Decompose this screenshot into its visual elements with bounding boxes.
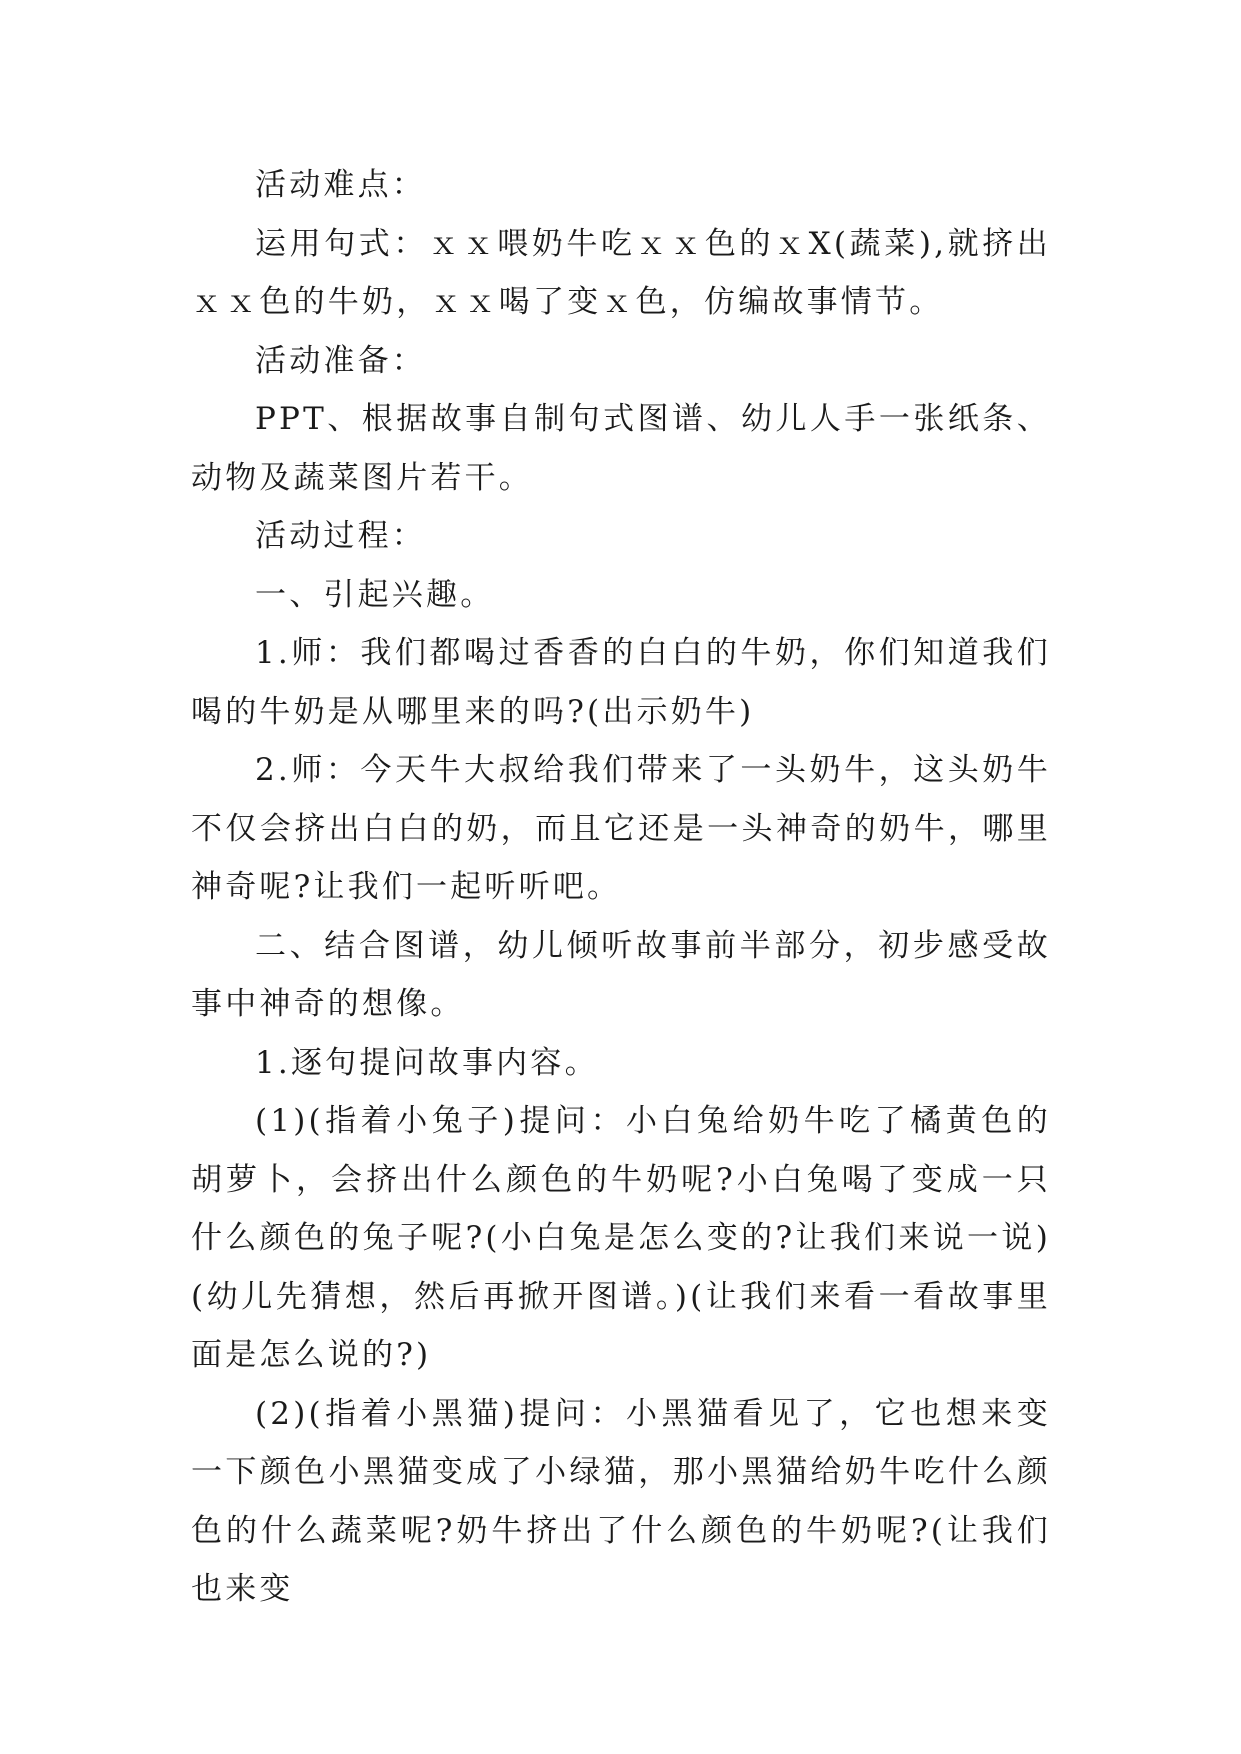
section-heading-interest: 一、引起兴趣。 bbox=[255, 576, 495, 613]
paragraph-materials: PPT、根据故事自制句式图谱、幼儿人手一张纸条、动物及蔬菜图片若干。 bbox=[191, 401, 1051, 496]
heading-preparation: 活动准备： bbox=[255, 342, 426, 379]
heading-difficulty: 活动难点： bbox=[255, 167, 426, 203]
paragraph-step-1: 1.师：我们都喝过香香的白白的牛奶，你们知道我们喝的牛奶是从哪里来的吗?(出示奶牛) bbox=[191, 635, 1051, 730]
paragraph-question-rabbit: (1)(指着小兔子)提问：小白兔给奶牛吃了橘黄色的胡萝卜，会挤出什么颜色的牛奶呢?小白兔喝了变成一只什么颜色的兔子呢?(小白兔是怎么变的?让我们来说一说)(幼儿先猜想，然后再掀开图谱。)(让我们来看一看故事里面是怎么说的?) bbox=[191, 1103, 1051, 1373]
document-body bbox=[191, 156, 1051, 1619]
subheading-questions: 1.逐句提问故事内容。 bbox=[255, 1044, 599, 1081]
paragraph-step-2: 2.师：今天牛大叔给我们带来了一头奶牛，这头奶牛不仅会挤出白白的奶，而且它还是一头神奇的奶牛，哪里神奇呢?让我们一起听听吧。 bbox=[191, 752, 1051, 905]
paragraph-sentence-pattern: 运用句式：ｘｘ喂奶牛吃ｘｘ色的ｘX(蔬菜),就挤出ｘｘ色的牛奶，ｘｘ喝了变ｘ色，仿编故事情节。 bbox=[191, 225, 1051, 320]
section-heading-story: 二、结合图谱，幼儿倾听故事前半部分，初步感受故事中神奇的想像。 bbox=[191, 927, 1051, 1022]
paragraph-question-cat: (2)(指着小黑猫)提问：小黑猫看见了，它也想来变一下颜色小黑猫变成了小绿猫，那小黑猫给奶牛吃什么颜色的什么蔬菜呢?奶牛挤出了什么颜色的牛奶呢?(让我们也来变 bbox=[191, 1395, 1051, 1607]
heading-process: 活动过程： bbox=[255, 518, 426, 554]
